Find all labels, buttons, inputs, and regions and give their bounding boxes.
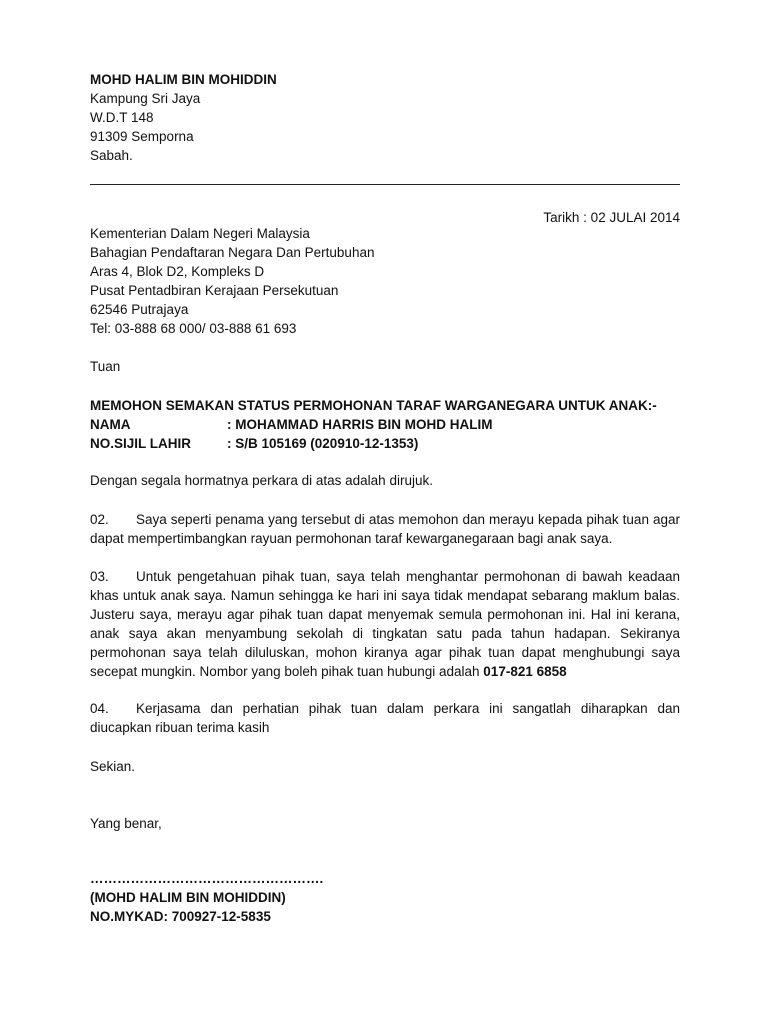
salutation (90, 357, 680, 376)
paragraph-text: Saya seperti penama yang tersebut di atas memohon dan merayu kepada pihak tuan agar dapat mempertimbangkan rayuan permohonan taraf kewarganegaraan bagi anak saya. (90, 512, 680, 546)
paragraph-04 (90, 699, 680, 737)
closing (90, 757, 680, 776)
subject-cert-row (90, 434, 680, 453)
paragraph-text: Kerjasama dan perhatian pihak tuan dalam perkara ini sangatlah diharapkan dan diucapkan ribuan terima kasih (90, 701, 680, 735)
sender-block (90, 70, 680, 165)
intro-paragraph (90, 471, 680, 490)
paragraph-text: Untuk pengetahuan pihak tuan, saya telah menghantar permohonan di bawah keadaan khas untuk anak saya. Namun sehingga ke hari ini saya tidak mendapat sebarang maklum balas. Justeru saya, merayu agar pihak tuan dapat menyemak semula permohonan ini. Hal ini kerana, anak saya akan menyambung sekolah di tingkatan satu pada tahun hadapan. Sekiranya permohonan saya telah diluluskan, mohon kiranya agar pihak tuan dapat menghubungi saya secepat mungkin. Nombor yang boleh pihak tuan hubungi adalah (90, 569, 680, 679)
recipient-line: Kementerian Dalam Negeri Malaysia (90, 226, 310, 241)
contact-phone: 017-821 6858 (483, 664, 567, 679)
signatory-mykad: NO.MYKAD: 700927-12-5835 (90, 909, 271, 924)
paragraph-03 (90, 567, 680, 681)
subject-name-label: NAMA (90, 417, 131, 432)
subject-name-value: : MOHAMMAD HARRIS BIN MOHD HALIM (227, 417, 493, 432)
recipient-line: Aras 4, Blok D2, Kompleks D (90, 264, 265, 279)
recipient-block (90, 224, 680, 338)
signoff (90, 814, 680, 833)
recipient-phone: Tel: 03-888 68 000/ 03-888 61 693 (90, 321, 297, 336)
signature-line: ……………………………………………. (90, 871, 324, 886)
recipient-line: Pusat Pentadbiran Kerajaan Persekutuan (90, 283, 339, 298)
paragraph-02 (90, 510, 680, 548)
signoff-text: Yang benar, (90, 816, 162, 831)
intro-text: Dengan segala hormatnya perkara di atas adalah dirujuk. (90, 473, 433, 488)
letter-date: Tarikh : 02 JULAI 2014 (543, 210, 680, 225)
recipient-line: Bahagian Pendaftaran Negara Dan Pertubuhan (90, 245, 375, 260)
signatory-name: (MOHD HALIM BIN MOHIDDIN) (90, 890, 286, 905)
sender-address-line: Kampung Sri Jaya (90, 91, 201, 106)
subject-cert-label: NO.SIJIL LAHIR (90, 436, 192, 451)
sender-address-line: W.D.T 148 (90, 110, 154, 125)
paragraph-number: 04. (90, 701, 109, 716)
subject-cert-value: : S/B 105169 (020910-12-1353) (227, 436, 419, 451)
header-divider (90, 184, 680, 185)
subject-name-row (90, 415, 680, 434)
sender-name: MOHD HALIM BIN MOHIDDIN (90, 72, 277, 87)
closing-text: Sekian. (90, 759, 136, 774)
sender-address-line: Sabah. (90, 148, 133, 163)
recipient-line: 62546 Putrajaya (90, 302, 189, 317)
paragraph-number: 03. (90, 569, 109, 584)
subject-title: MEMOHON SEMAKAN STATUS PERMOHONAN TARAF WARGANEGARA UNTUK ANAK:- (90, 398, 657, 413)
signature-block (90, 869, 680, 926)
sender-address-line: 91309 Semporna (90, 129, 194, 144)
paragraph-number: 02. (90, 512, 109, 527)
subject-block (90, 396, 680, 453)
salutation-text: Tuan (90, 359, 121, 374)
